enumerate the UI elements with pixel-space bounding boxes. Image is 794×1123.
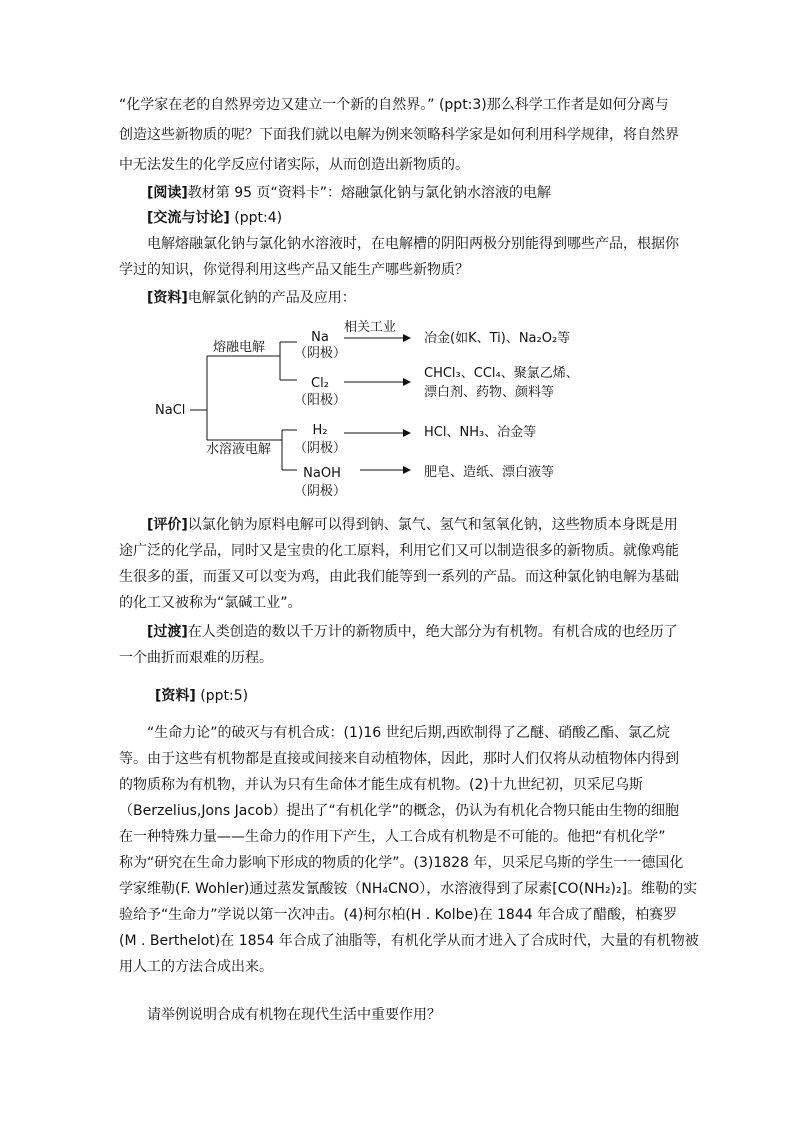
intro-line-1: “化学家在老的自然界旁边又建立一个新的自然界。” (ppt:3)那么科学工作者是如何分离与: [119, 97, 669, 113]
product-cl2-electrode: （阳极）: [293, 393, 346, 408]
branch-label-aqueous: 水溶液电解: [206, 442, 272, 457]
transition-line-2: 一个曲折而艰难的历程。: [119, 650, 273, 666]
product-h2: H₂: [312, 423, 328, 438]
transition-tag: [过渡]: [147, 624, 188, 640]
intro-line-3: 中无法发生的化学反应付诸实际，从而创造出新物质的。: [119, 157, 469, 173]
discussion-tag: [交流与讨论]: [147, 210, 230, 226]
evaluation-line-3: 生很多的蛋，而蛋又可以变为鸡，由此我们能等到一系列的产品。而这种氯化钠电解为基础: [119, 569, 679, 585]
history-line-3: 的物质称为有机物，并认为只有生命体才能生成有机物。(2)十九世纪初，贝采尼乌斯: [119, 777, 643, 793]
data1-text: 电解氯化钠的产品及应用：: [187, 290, 356, 306]
discussion-ppt: (ppt:4): [229, 210, 283, 226]
discussion-line-2: 学过的知识，你觉得利用这些产品又能生产哪些新物质？: [119, 262, 469, 278]
history-line-10: 用人工的方法合成出来。: [119, 959, 273, 975]
data2-ppt: (ppt:5): [195, 688, 249, 704]
history-line-7: 学家维勒(F. Wohler)通过蒸发氰酸铵（NH₄CNO），水溶液得到了尿素[CO(NH₂)₂]。维勒的实: [119, 881, 698, 897]
history-line-2: 等。由于这些有机物都是直接或间接来自动植物体，因此，那时人们仅将从动植物体内得到: [119, 751, 679, 767]
transition-line-1: [过渡]在人类创造的数以千万计的新物质中，绝大部分为有机物。有机合成的也经历了: [147, 624, 678, 640]
evaluation-line-2: 途广泛的化学品，同时又是宝贵的化工原料，利用它们又可以制造很多的新物质。就像鸡能: [119, 543, 679, 559]
diagram-source-nacl: NaCl: [155, 403, 186, 418]
product-naoh-electrode: （阴极）: [293, 484, 346, 499]
use-h2: HCl、NH₃、冶金等: [424, 425, 537, 440]
evaluation-tag: [评价]: [147, 517, 188, 533]
history-line-9: (M . Berthelot)在 1854 年合成了油脂等，有机化学从而才进入了合成时代，大量的有机物被: [119, 933, 699, 949]
use-cl2-line-1: CHCl₃、CCl₄、聚氯乙烯、: [424, 366, 579, 381]
product-na: Na: [311, 330, 329, 345]
data2-tag: [资料]: [155, 688, 196, 704]
product-cl2: Cl₂: [311, 376, 329, 391]
use-na: 冶金(如K、Ti)、Na₂O₂等: [424, 331, 571, 346]
evaluation-line-1: [评价]以氯化钠为原料电解可以得到钠、氯气、氢气和氢氧化钠，这些物质本身既是用: [147, 517, 678, 533]
intro-line-2: 创造这些新物质的呢？下面我们就以电解为例来领略科学家是如何利用科学规律，将自然界: [119, 127, 679, 143]
electrolysis-diagram: [0, 0, 794, 520]
history-line-5: 在一种特殊力量——生命力的作用下产生，人工合成有机物是不可能的。他把“有机化学”: [119, 829, 666, 845]
history-line-1: “生命力论”的破灭与有机合成：(1)16 世纪后期,西欧制得了乙醚、硝酸乙酯、氯乙烷: [147, 725, 671, 741]
arrow-label-industry: 相关工业: [344, 320, 397, 335]
use-naoh: 肥皂、造纸、漂白液等: [424, 465, 555, 480]
discussion-line-1: 电解熔融氯化钠与氯化钠水溶液时，在电解槽的阴阳两极分别能得到哪些产品，根据你: [147, 236, 679, 252]
data1-tag: [资料]: [147, 290, 188, 306]
product-h2-electrode: （阴极）: [293, 441, 346, 456]
data2-heading: [155, 685, 248, 705]
branch-label-molten: 熔融电解: [213, 340, 266, 355]
reading-text: 教材第 95 页“资料卡”：熔融氯化钠与氯化钠水溶液的电解: [187, 185, 552, 201]
use-cl2-line-2: 漂白剂、药物、颜料等: [424, 385, 555, 400]
reading-tag: [阅读]: [147, 185, 188, 201]
history-line-8: 验给予“生命力”学说以第一次冲击。(4)柯尔柏(H . Kolbe)在 1844 年合成了醋酸，柏赛罗: [119, 907, 678, 923]
product-na-electrode: （阴极）: [293, 346, 346, 361]
product-naoh: NaOH: [303, 466, 341, 481]
evaluation-line-4: 的化工又被称为“氯碱工业”。: [119, 595, 302, 611]
history-line-4: （Berzelius,Jons Jacob）提出了“有机化学”的概念，仍认为有机化合物只能由生物的细胞: [119, 803, 680, 819]
history-line-6: 称为“研究在生命力影响下形成的物质的化学”。(3)1828 年，贝采尼乌斯的学生一一德国化: [119, 855, 684, 871]
question-text: 请举例说明合成有机物在现代生活中重要作用？: [147, 1007, 441, 1023]
